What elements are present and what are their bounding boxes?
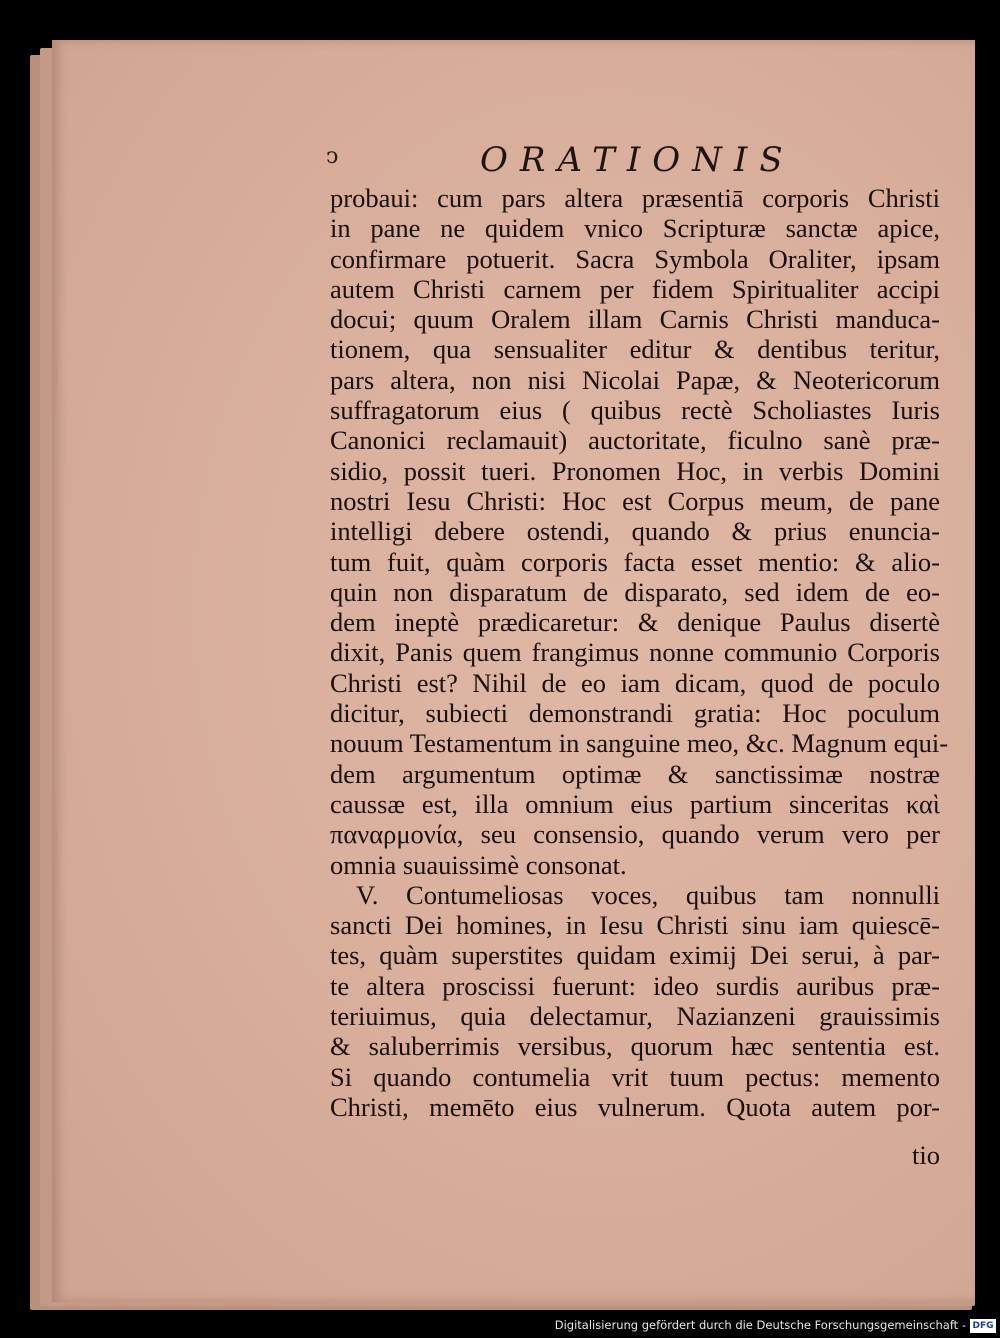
text-line: quin non disparatum de disparato, sed idem de eo- xyxy=(330,576,940,607)
body-text xyxy=(330,183,949,1122)
text-line: dem argumentum optimæ & sanctissimæ nostræ xyxy=(330,758,940,789)
catchword: tio xyxy=(912,1140,940,1170)
text-line: pars altera, non nisi Nicolai Papæ, & Neotericorum xyxy=(330,364,940,395)
text-line: dem ineptè prædicaretur: & denique Paulus disertè xyxy=(330,607,940,638)
text-line: teriuimus, quia delectamur, Nazianzeni grauissimis xyxy=(330,1001,940,1032)
text-line: Si quando contumelia vrit tuum pectus: memento xyxy=(330,1061,940,1092)
text-line: tes, quàm superstites quidam eximij Dei serui, à par- xyxy=(330,940,940,971)
text-line: tionem, qua sensualiter editur & dentibus teritur, xyxy=(330,334,940,365)
text-line: intelligi debere ostendi, quando & prius enuncia- xyxy=(330,516,940,547)
funding-credit: Digitalisierung gefördert durch die Deutsche Forschungsgemeinschaft - xyxy=(554,1318,966,1332)
text-line: dixit, Panis quem frangimus nonne communio Corporis xyxy=(330,637,940,668)
text-line: docui; quum Oralem illam Carnis Christi manduca- xyxy=(330,304,940,335)
text-line: tum fuit, quàm corporis facta esset mentio: & alio- xyxy=(330,546,940,577)
text-line: V. Contumeliosas voces, quibus tam nonnulli xyxy=(356,879,940,910)
text-line: nouum Testamentum in sanguine meo, &c. Magnum equi- xyxy=(330,728,949,759)
text-line: & saluberrimis versibus, quorum hæc sententia est. xyxy=(330,1031,940,1062)
text-line: Canonici reclamauit) auctoritate, ficulno sanè præ- xyxy=(330,425,940,456)
text-line: in pane ne quidem vnico Scripturæ sanctæ apice, xyxy=(330,213,940,244)
running-title: ORATIONIS xyxy=(480,140,795,180)
text-line: probaui: cum pars altera præsentiā corporis Christi xyxy=(330,183,940,213)
dfg-logo-icon: DFG xyxy=(970,1319,996,1333)
text-line: παναρμονία, seu consensio, quando verum vero per xyxy=(330,819,940,850)
text-line: dicitur, subiecti demonstrandi gratia: Hoc poculum xyxy=(330,698,940,729)
text-line: caussæ est, illa omnium eius partium sinceritas καὶ xyxy=(330,788,940,819)
catchword-area xyxy=(330,1140,940,1174)
page-marker: ↄ xyxy=(326,144,339,169)
text-line: Christi est? Nihil de eo iam dicam, quod de poculo xyxy=(330,667,940,698)
text-line: sidio, possit tueri. Pronomen Hoc, in verbis Domini xyxy=(330,455,940,486)
text-line: autem Christi carnem per fidem Spiritualiter accipi xyxy=(330,273,940,304)
text-line: nostri Iesu Christi: Hoc est Corpus meum, de pane xyxy=(330,485,940,516)
text-line: sancti Dei homines, in Iesu Christi sinu iam quiescē- xyxy=(330,910,940,941)
text-line: omnia suauissimè consonat. xyxy=(330,849,627,880)
text-line: confirmare potuerit. Sacra Symbola Oraliter, ipsam xyxy=(330,243,940,274)
text-line: te altera proscissi fuerunt: ideo surdis auribus præ- xyxy=(330,970,940,1001)
footer-bar xyxy=(0,1316,1000,1338)
text-line: suffragatorum eius ( quibus rectè Scholiastes Iuris xyxy=(330,395,940,426)
text-line: Christi, memēto eius vulnerum. Quota autem por- xyxy=(330,1091,940,1122)
page-header xyxy=(320,140,940,180)
